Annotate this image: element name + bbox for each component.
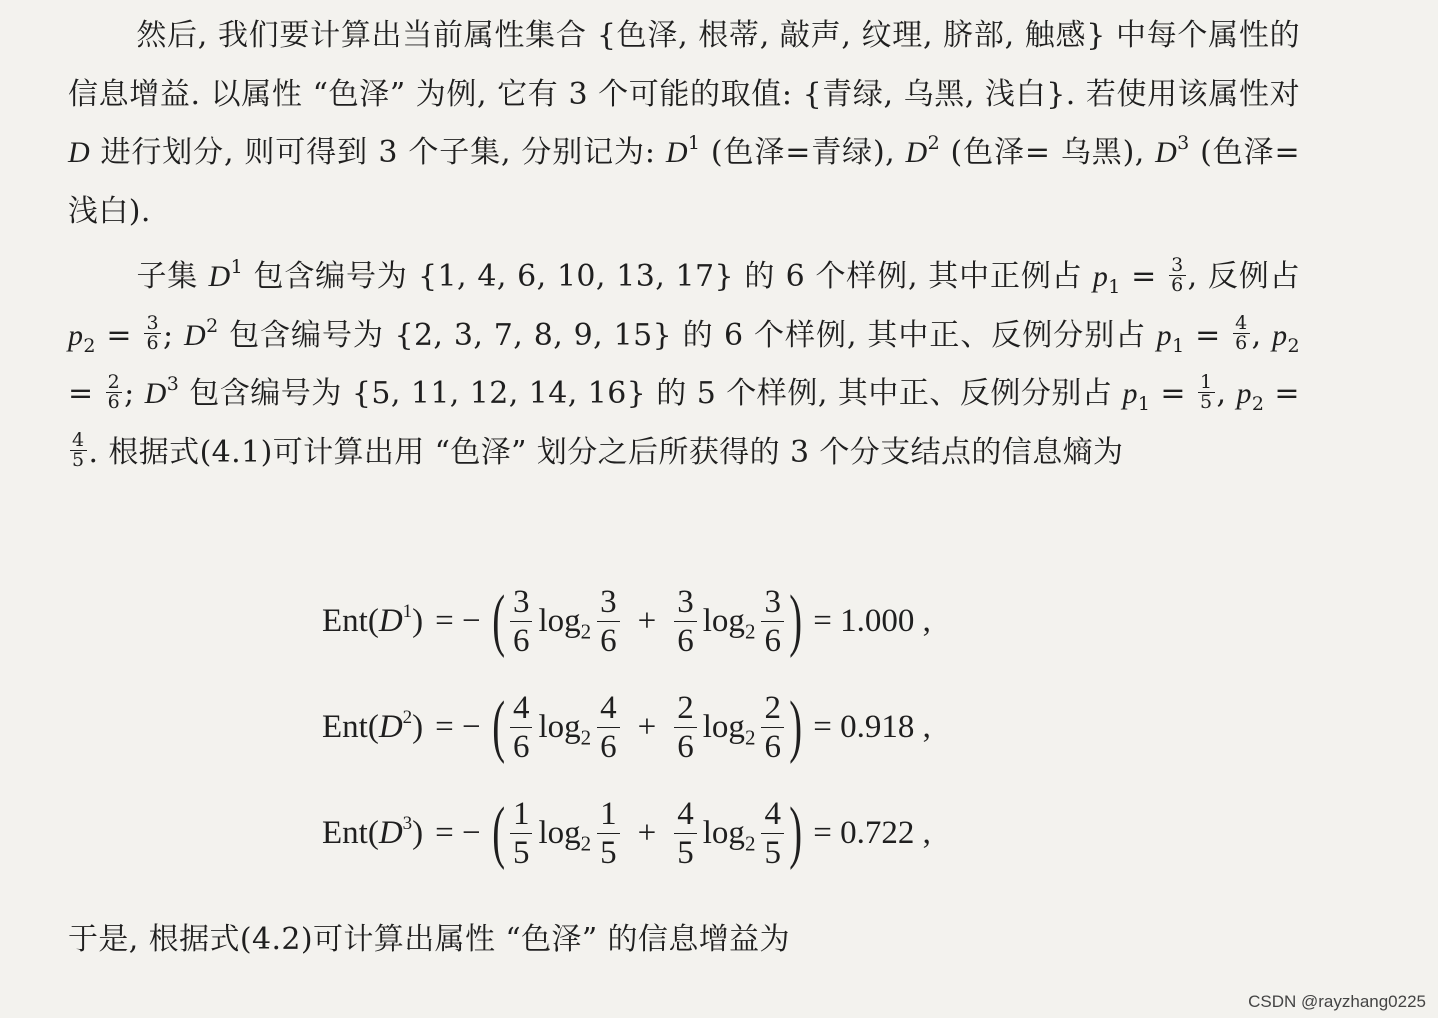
- p2-p2-b: p: [1272, 318, 1288, 352]
- fraction: $\frac{3}{6}$: [761, 583, 784, 660]
- log2: $\log_2$: [702, 602, 756, 644]
- p2-var-d3: D: [144, 377, 167, 410]
- entropy-equation-3: [322, 780, 1082, 886]
- fraction: $\frac{4}{6}$: [510, 689, 533, 766]
- fraction: $\frac{1}{5}$: [510, 795, 533, 872]
- fraction: $\frac{3}{6}$: [597, 583, 620, 660]
- p2-comma-a: ,: [1251, 317, 1273, 353]
- equals-minus: = −: [435, 708, 481, 745]
- p1-sup-1: 1: [687, 132, 701, 154]
- p1-var-d: D: [68, 136, 91, 169]
- csdn-watermark: CSDN @rayzhang0225: [1248, 992, 1426, 1011]
- p2-eq-d: =: [68, 376, 104, 411]
- entropy-equation-2: [322, 674, 1082, 780]
- p2-sup-3: 3: [166, 373, 180, 395]
- p2-eq-e: =: [1150, 376, 1196, 411]
- p2-semi-a: ;: [162, 317, 184, 353]
- frac-4-6: $\frac{4}{6}$: [1235, 312, 1248, 354]
- p1-text-e: (色泽=浅白).: [68, 135, 1301, 229]
- fraction: $\frac{4}{5}$: [761, 795, 784, 872]
- equation-lhs: $Ent(D^2)$: [322, 706, 424, 745]
- p2-p1-c: p: [1122, 377, 1138, 410]
- p2-sub1-a: 1: [1108, 276, 1121, 298]
- p1-var-d2: D: [905, 136, 928, 169]
- p2-p2-a: p: [68, 318, 84, 352]
- p2-semi-b: ;: [124, 376, 145, 411]
- p2-sub2-a: 2: [83, 334, 96, 357]
- p2-sub2-c: 2: [1251, 393, 1265, 415]
- p1-sup-3: 3: [1177, 132, 1190, 154]
- fraction: $\frac{2}{6}$: [674, 689, 697, 766]
- p2-var-d2: D: [184, 318, 207, 352]
- equals-minus: = −: [435, 602, 481, 639]
- plus: +: [637, 602, 657, 639]
- p1-var-d3: D: [1155, 136, 1178, 169]
- p2-p1-b: p: [1156, 318, 1173, 352]
- log2: $\log_2$: [538, 708, 592, 750]
- p1-sup-2: 2: [927, 132, 941, 154]
- equation-lhs: $Ent(D^3)$: [322, 812, 424, 851]
- log2: $\log_2$: [702, 708, 756, 750]
- entropy-equation-1: [322, 568, 1082, 674]
- p2-sub2-b: 2: [1287, 334, 1300, 357]
- paragraph-info-gain: 于是, 根据式(4.2)可计算出属性 “色泽” 的信息增益为: [68, 922, 790, 957]
- frac-3-6-a: $\frac{3}{6}$: [1171, 253, 1184, 296]
- plus: +: [637, 814, 657, 851]
- entropy-equations: [322, 568, 1082, 886]
- p2-s6: . 根据式(4.1)可计算出用 “色泽” 划分之后所获得的 3 个分支结点的信息熵为: [88, 434, 1124, 470]
- p1-text-d: (色泽= 乌黑),: [940, 135, 1156, 170]
- fraction: $\frac{2}{6}$: [761, 689, 784, 766]
- p2-p1-a: p: [1092, 260, 1109, 293]
- frac-3-6-b: $\frac{3}{6}$: [146, 312, 159, 354]
- left-paren: (: [491, 582, 505, 659]
- p2-sup-2: 2: [206, 314, 219, 337]
- p2-s4: 包含编号为 {2, 3, 7, 8, 9, 15} 的 6 个样例, 其中正、反例分别占: [218, 317, 1157, 353]
- fraction: $\frac{3}{6}$: [674, 583, 697, 660]
- plus: +: [637, 708, 657, 745]
- p2-s2: 包含编号为 {1, 4, 6, 10, 13, 17} 的 6 个样例, 其中正例占: [243, 259, 1093, 294]
- p1-text-c: (色泽=青绿),: [700, 135, 906, 170]
- fraction: $\frac{4}{5}$: [674, 795, 697, 872]
- equation-result: = 1.000 ,: [813, 602, 931, 639]
- log2: $\log_2$: [538, 602, 592, 644]
- frac-4-5: $\frac{4}{5}$: [72, 429, 85, 471]
- p2-eq-b: =: [95, 317, 143, 353]
- p2-var-d1: D: [208, 260, 231, 293]
- fraction: $\frac{4}{6}$: [597, 689, 620, 766]
- p2-sub1-b: 1: [1172, 334, 1185, 357]
- p2-comma-b: ,: [1216, 376, 1237, 411]
- equals-minus: = −: [435, 814, 481, 851]
- equation-result: = 0.918 ,: [813, 708, 931, 745]
- p2-eq-a: =: [1120, 259, 1168, 294]
- p2-p2-c: p: [1236, 377, 1252, 410]
- equation-lhs: $Ent(D^1)$: [322, 600, 424, 639]
- p2-eq-c: =: [1184, 317, 1232, 353]
- p1-text-a: 然后, 我们要计算出当前属性集合 {色泽, 根蒂, 敲声, 纹理, 脐部, 触感} 中每个属性的信息增益. 以属性 “色泽” 为例, 它有 3 个可能的取值: {青绿, 乌黑, 浅白}. 若使用该属性对: [68, 18, 1300, 112]
- p1-var-d1: D: [665, 136, 688, 169]
- fraction: $\frac{3}{6}$: [510, 583, 533, 660]
- paragraph-attribute-split: [68, 7, 1300, 241]
- right-paren: ): [789, 794, 803, 871]
- log2: $\log_2$: [702, 814, 756, 856]
- p2-sup-1: 1: [230, 256, 244, 278]
- fraction: $\frac{1}{5}$: [597, 795, 620, 872]
- p2-sub1-c: 1: [1137, 393, 1151, 415]
- right-paren: ): [789, 582, 803, 659]
- frac-2-6: $\frac{2}{6}$: [107, 370, 121, 413]
- log2: $\log_2$: [538, 814, 592, 856]
- left-paren: (: [491, 794, 505, 871]
- p2-s1: 子集: [136, 259, 209, 294]
- paragraph-subsets: [68, 248, 1300, 482]
- p1-text-b: 进行划分, 则可得到 3 个子集, 分别记为:: [90, 135, 666, 170]
- p2-s3: , 反例占: [1187, 259, 1300, 294]
- frac-1-5: $\frac{1}{5}$: [1200, 370, 1213, 413]
- equation-result: = 0.722 ,: [813, 814, 931, 851]
- right-paren: ): [789, 688, 803, 765]
- left-paren: (: [491, 688, 505, 765]
- p2-s5: 包含编号为 {5, 11, 12, 14, 16} 的 5 个样例, 其中正、反例分别占: [179, 376, 1123, 411]
- p2-eq-f: =: [1264, 376, 1300, 411]
